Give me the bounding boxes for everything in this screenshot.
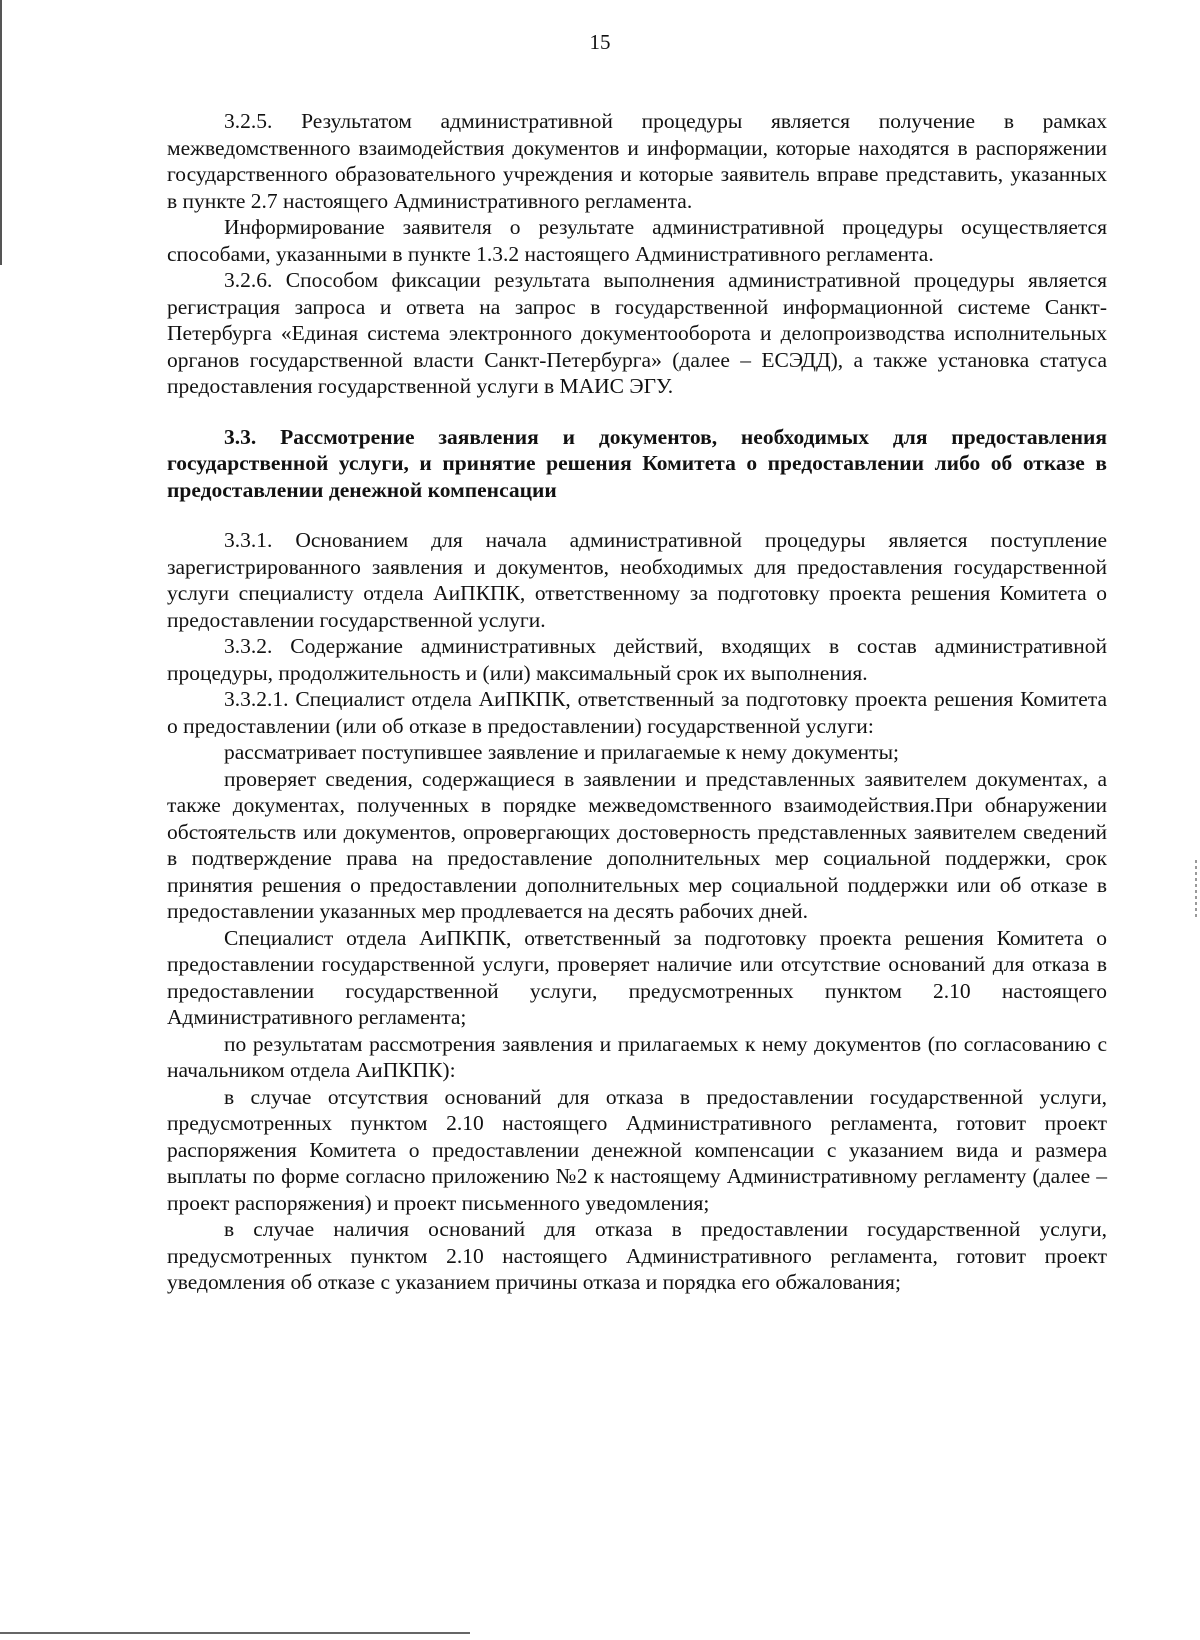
page-number: 15 bbox=[589, 30, 611, 54]
scan-border-bottom bbox=[0, 1632, 470, 1634]
paragraph-3-2-5: 3.2.5. Результатом административной процедуры является получение в рамках межведомственного взаимодействия документов и информации, которые находятся в распоряжении государственного образовательного учреждения и которые заявитель вправе представить, указанных в пункте 2.7 настоящего Административного регламента. bbox=[167, 109, 1107, 213]
paragraph-reviews-application: рассматривает поступившее заявление и прилагаемые к нему документы; bbox=[224, 740, 899, 764]
paragraph-specialist-checks: Специалист отдела АиПКПК, ответственный за подготовку проекта решения Комитета о предоставлении государственной услуги, проверяет наличие или отсутствие оснований для отказа в предоставлении государственной услуги, предусмотренных пунктом 2.10 настоящего Административного регламента; bbox=[167, 925, 1107, 1029]
paragraph-grounds-for-refusal: в случае наличия оснований для отказа в предоставлении государственной услуги, предусмотренных пунктом 2.10 настоящего Административного регламента, готовит проект уведомления об отказе с указанием причины отказа и порядка его обжалования; bbox=[167, 1217, 1107, 1294]
paragraph-3-3-2: 3.3.2. Содержание административных действий, входящих в состав административной процедуры, продолжительность и (или) максимальный срок их выполнения. bbox=[167, 634, 1107, 685]
paragraph-informing: Информирование заявителя о результате административной процедуры осуществляется способами, указанными в пункте 1.3.2 настоящего Административного регламента. bbox=[167, 215, 1107, 266]
section-heading-3-3: 3.3. Рассмотрение заявления и документов, необходимых для предоставления государственной услуги, и принятие решения Комитета о предоставлении либо об отказе в предоставлении денежной компенсации bbox=[167, 424, 1107, 502]
paragraph-3-3-2-1: 3.3.2.1. Специалист отдела АиПКПК, ответственный за подготовку проекта решения Комитета о предоставлении (или об отказе в предоставлении) государственной услуги: bbox=[167, 687, 1107, 738]
paragraph-review-results: по результатам рассмотрения заявления и прилагаемых к нему документов (по согласованию с начальником отдела АиПКПК): bbox=[167, 1031, 1107, 1082]
paragraph-3-3-1: 3.3.1. Основанием для начала административной процедуры является поступление зарегистрированного заявления и документов, необходимых для предоставления государственной услуги специалисту отдела АиПКПК, ответственному за подготовку проекта решения Комитета о предоставлении государственной услуги. bbox=[167, 528, 1107, 632]
scan-artifact-right bbox=[1195, 860, 1197, 920]
paragraph-checks-information: проверяет сведения, содержащиеся в заявлении и представленных заявителем документах, а также документах, полученных в порядке межведомственного взаимодействия.При обнаружении обстоятельств или документов, опровергающих достоверность представленных заявителем сведений в подтверждение права на предоставление дополнительных мер социальной поддержки, срок принятия решения о предоставлении дополнительных мер социальной поддержки или об отказе в предоставлении указанных мер продлевается на десять рабочих дней. bbox=[167, 766, 1107, 923]
paragraph-3-2-6: 3.2.6. Способом фиксации результата выполнения административной процедуры является регистрация запроса и ответа на запрос в государственной информационной системе Санкт-Петербурга «Единая система электронного документооборота и делопроизводства исполнительных органов государственной власти Санкт-Петербурга» (далее – ЕСЭДД), а также установка статуса предоставления государственной услуги в МАИС ЭГУ. bbox=[167, 268, 1107, 398]
paragraph-no-grounds: в случае отсутствия оснований для отказа в предоставлении государственной услуги, предусмотренных пунктом 2.10 настоящего Административного регламента, готовит проект распоряжения Комитета о предоставлении денежной компенсации с указанием вида и размера выплаты по форме согласно приложению №2 к настоящему Административному регламенту (далее – проект распоряжения) и проект письменного уведомления; bbox=[167, 1084, 1107, 1215]
document-body bbox=[167, 108, 1107, 1296]
